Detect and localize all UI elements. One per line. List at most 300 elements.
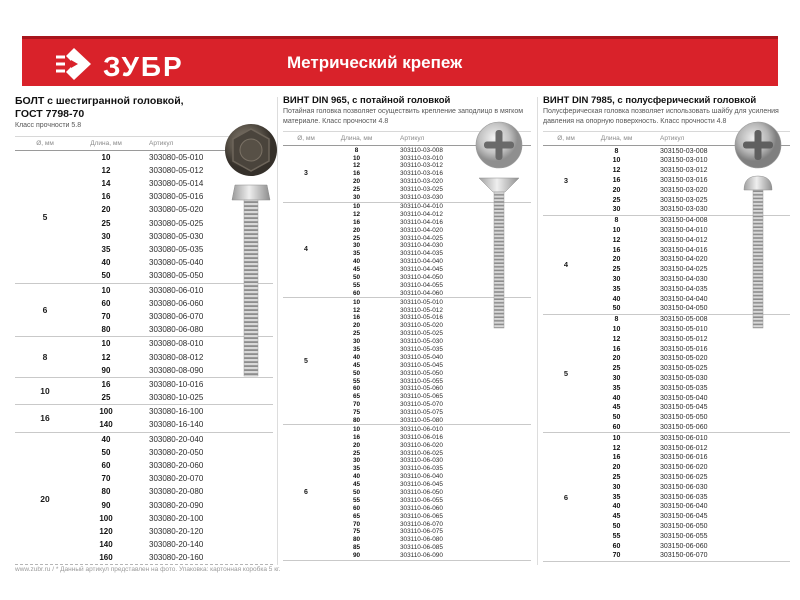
table-row	[75, 391, 273, 404]
article-cell: 303110-06-065	[400, 512, 443, 520]
header-banner	[22, 36, 778, 86]
table-description: Полусферическая головка позволяет использовать шайбу для усиления давления на опорную поверхность. Класс прочности 4.8	[543, 108, 779, 125]
table-screw-din7985	[543, 95, 790, 565]
length-cell: 16	[101, 192, 111, 202]
article-cell: 303110-06-020	[400, 441, 443, 449]
article-cell: 303150-05-012	[660, 335, 708, 343]
article-cell: 303110-04-030	[400, 242, 443, 250]
article-cell: 303110-06-090	[400, 552, 443, 560]
article-cell: 303150-05-050	[660, 414, 708, 422]
length-cell: 80	[101, 487, 111, 497]
length-cell: 8	[614, 316, 619, 324]
article-cell: 303110-03-012	[400, 162, 443, 170]
table-row	[589, 354, 790, 364]
article-cell: 303110-05-080	[400, 416, 443, 424]
article-cell: 303080-16-100	[149, 407, 204, 417]
length-cell: 85	[352, 544, 361, 552]
diameter-cell: 4	[563, 260, 569, 270]
length-cell: 20	[101, 205, 111, 215]
table-row	[329, 441, 531, 449]
article-cell: 303110-06-035	[400, 465, 443, 473]
article-cell: 303080-20-080	[149, 487, 204, 497]
article-cell: 303150-05-020	[660, 355, 708, 363]
article-cell: 303150-04-030	[660, 276, 708, 284]
article-cell: 303110-05-016	[400, 314, 443, 322]
article-cell: 303110-04-050	[400, 273, 443, 281]
table-row	[329, 361, 531, 369]
table-row	[329, 520, 531, 528]
table-row	[75, 485, 273, 498]
table-row	[329, 544, 531, 552]
table-row	[589, 393, 790, 403]
length-cell: 8	[614, 147, 619, 155]
article-cell: 303110-06-045	[400, 481, 443, 489]
table-row	[75, 472, 273, 485]
diameter-cell: 4	[304, 246, 308, 254]
length-cell: 75	[352, 528, 361, 536]
table-row	[589, 403, 790, 413]
diameter-group	[15, 404, 273, 431]
article-cell: 303150-06-010	[660, 434, 708, 442]
length-cell: 16	[352, 170, 361, 178]
length-cell: 45	[352, 481, 361, 489]
length-cell: 80	[352, 536, 361, 544]
article-cell: 303150-03-010	[660, 157, 708, 165]
length-cell: 25	[352, 186, 361, 194]
article-cell: 303110-05-075	[400, 409, 443, 417]
length-cell: 14	[101, 179, 111, 189]
table-row	[329, 457, 531, 465]
table-row	[589, 512, 790, 522]
article-cell: 303080-05-016	[149, 192, 204, 202]
diameter-group	[283, 424, 531, 559]
col-header-diameter: Ø, мм	[297, 135, 315, 143]
article-cell: 303080-06-010	[149, 285, 204, 295]
length-cell: 45	[612, 513, 621, 521]
length-cell: 50	[612, 522, 621, 530]
article-cell: 303150-05-016	[660, 345, 708, 353]
article-cell: 303110-05-055	[400, 377, 443, 385]
length-cell: 10	[101, 152, 111, 162]
table-row	[329, 338, 531, 346]
article-cell: 303080-08-012	[149, 352, 204, 362]
article-cell: 303080-05-010	[149, 152, 204, 162]
article-cell: 303110-05-060	[400, 385, 443, 393]
length-cell: 50	[352, 273, 361, 281]
length-cell: 35	[612, 384, 621, 392]
length-cell: 50	[101, 271, 111, 281]
article-cell: 303110-03-008	[400, 146, 443, 154]
table-row	[75, 538, 273, 551]
article-cell: 303150-04-025	[660, 266, 708, 274]
length-cell: 55	[352, 377, 361, 385]
length-cell: 80	[101, 325, 111, 335]
length-cell: 50	[612, 305, 621, 313]
article-cell: 303080-20-060	[149, 461, 204, 471]
length-cell: 100	[99, 407, 113, 417]
length-cell: 70	[612, 552, 621, 560]
length-cell: 50	[352, 489, 361, 496]
length-cell: 30	[352, 457, 361, 465]
table-row	[329, 409, 531, 417]
article-cell: 303150-03-030	[660, 206, 708, 214]
length-cell: 60	[352, 289, 361, 297]
length-cell: 20	[352, 178, 361, 186]
length-cell: 16	[101, 379, 111, 389]
article-cell: 303110-03-016	[400, 170, 443, 178]
table-title-line: ГОСТ 7798-70	[15, 107, 85, 120]
article-cell: 303150-05-030	[660, 374, 708, 382]
article-cell: 303150-05-010	[660, 326, 708, 333]
length-cell: 50	[352, 369, 361, 377]
table-row	[329, 346, 531, 354]
article-cell: 303150-06-060	[660, 542, 708, 550]
length-cell: 60	[101, 298, 111, 308]
length-cell: 20	[612, 464, 621, 472]
article-cell: 303150-06-016	[660, 454, 708, 462]
table-title-line: БОЛТ с шестигранной головкой,	[15, 95, 184, 107]
article-cell: 303110-04-012	[400, 210, 443, 218]
article-cell: 303110-04-025	[400, 234, 443, 242]
article-cell: 303080-05-014	[149, 179, 204, 189]
article-cell: 303150-04-035	[660, 285, 708, 293]
article-cell: 303110-06-070	[400, 520, 443, 528]
article-cell: 303080-06-070	[149, 311, 204, 321]
article-cell: 303110-06-060	[400, 504, 443, 512]
table-row	[329, 425, 531, 433]
article-cell: 303110-04-020	[400, 226, 443, 234]
length-cell: 16	[352, 433, 361, 441]
table-row	[75, 446, 273, 459]
table-row	[329, 433, 531, 441]
article-cell: 303150-04-050	[660, 305, 708, 313]
length-cell: 65	[352, 393, 361, 401]
length-cell: 12	[612, 444, 621, 452]
table-title	[15, 95, 273, 120]
article-cell: 303110-05-010	[400, 298, 443, 306]
article-cell: 303150-03-020	[660, 186, 708, 194]
table-row	[75, 405, 273, 418]
length-cell: 90	[101, 365, 111, 375]
length-cell: 12	[352, 210, 361, 218]
length-cell: 55	[612, 532, 621, 540]
article-cell: 303080-20-140	[149, 540, 204, 550]
article-cell: 303110-05-025	[400, 330, 443, 338]
article-cell: 303080-10-025	[149, 393, 204, 403]
article-cell: 303110-06-075	[400, 528, 443, 536]
hex-bolt-photo	[223, 123, 281, 385]
length-cell: 40	[352, 473, 361, 481]
length-cell: 10	[612, 434, 621, 442]
length-cell: 70	[101, 474, 111, 484]
article-cell: 303150-04-008	[660, 217, 708, 225]
table-title-line: ВИНТ DIN 7985, с полусферический головкой	[543, 95, 757, 106]
article-cell: 303150-03-008	[660, 147, 708, 155]
length-cell: 40	[352, 258, 361, 266]
length-cell: 90	[352, 552, 361, 560]
zubr-arrow-logo-icon	[54, 45, 94, 88]
length-cell: 40	[612, 503, 621, 511]
length-cell: 10	[101, 339, 111, 349]
article-cell: 303110-06-085	[400, 544, 443, 552]
length-cell: 12	[612, 335, 621, 343]
length-cell: 25	[612, 365, 621, 373]
table-row	[589, 492, 790, 502]
length-cell: 60	[352, 504, 361, 512]
article-cell: 303110-06-080	[400, 536, 443, 544]
diameter-cell: 5	[563, 369, 569, 379]
article-cell: 303150-06-070	[660, 552, 708, 560]
length-cell: 20	[612, 186, 621, 194]
article-cell: 303110-05-050	[400, 369, 443, 377]
article-cell: 303110-03-020	[400, 178, 443, 186]
article-cell: 303080-05-040	[149, 258, 204, 268]
length-cell: 20	[352, 226, 361, 234]
article-cell: 303110-04-035	[400, 250, 443, 258]
article-cell: 303110-04-016	[400, 218, 443, 226]
diameter-cell: 10	[40, 386, 50, 396]
article-cell: 303080-05-050	[149, 271, 204, 281]
table-title-line: ВИНТ DIN 965, с потайной головкой	[283, 95, 451, 106]
article-cell: 303080-20-040	[149, 434, 204, 444]
length-cell: 45	[612, 404, 621, 412]
table-row	[75, 499, 273, 512]
length-cell: 16	[612, 454, 621, 462]
article-cell: 303150-06-012	[660, 444, 708, 452]
diameter-group	[543, 432, 790, 560]
page-title: Метрический крепеж	[287, 53, 463, 72]
length-cell: 25	[101, 218, 111, 228]
length-cell: 80	[352, 416, 361, 424]
article-cell: 303110-05-030	[400, 338, 443, 346]
length-cell: 35	[612, 285, 621, 293]
length-cell: 8	[614, 217, 619, 225]
article-cell: 303150-05-025	[660, 365, 708, 373]
article-cell: 303080-20-100	[149, 513, 204, 523]
table-row	[589, 502, 790, 512]
table-row	[75, 525, 273, 538]
length-cell: 40	[101, 434, 111, 444]
article-cell: 303150-06-025	[660, 473, 708, 481]
article-cell: 303110-03-025	[400, 186, 443, 194]
diameter-cell: 16	[40, 413, 50, 424]
article-cell: 303110-06-025	[400, 449, 443, 457]
length-cell: 55	[352, 281, 361, 289]
table-row	[589, 433, 790, 443]
length-cell: 90	[101, 500, 111, 510]
table-row	[589, 541, 790, 551]
article-cell: 303150-04-010	[660, 227, 708, 235]
table-row	[75, 418, 273, 431]
length-cell: 70	[352, 520, 361, 528]
article-cell: 303110-05-035	[400, 345, 443, 353]
article-cell: 303110-05-070	[400, 401, 443, 409]
col-header-diameter: Ø, мм	[557, 135, 575, 143]
article-cell: 303150-04-012	[660, 236, 708, 244]
article-cell: 303080-05-012	[149, 165, 204, 175]
length-cell: 25	[612, 473, 621, 481]
article-cell: 303110-06-030	[400, 457, 443, 465]
article-cell: 303110-04-055	[400, 281, 443, 289]
table-description: Потайная головка позволяет осуществить крепление заподлицо в мягком материале. Класс прочности 4.8	[283, 108, 524, 125]
article-cell: 303150-04-016	[660, 246, 708, 254]
table-row	[329, 417, 531, 425]
diameter-cell: 5	[304, 357, 308, 365]
table-row	[329, 393, 531, 401]
length-cell: 60	[101, 461, 111, 471]
table-row	[329, 449, 531, 457]
countersunk-screw-photo	[473, 120, 525, 337]
article-cell: 303110-04-045	[400, 266, 443, 274]
article-cell: 303110-05-045	[400, 361, 443, 369]
article-cell: 303080-06-060	[149, 298, 204, 308]
length-cell: 16	[612, 345, 621, 353]
table-row	[329, 385, 531, 393]
length-cell: 35	[612, 493, 621, 501]
length-cell: 30	[612, 206, 621, 214]
length-cell: 12	[352, 162, 361, 170]
article-cell: 303110-03-030	[400, 194, 443, 202]
table-row	[589, 482, 790, 492]
article-cell: 303110-06-016	[400, 433, 443, 441]
table-row	[329, 369, 531, 377]
length-cell: 12	[352, 306, 361, 314]
table-row	[589, 423, 790, 433]
article-cell: 303150-06-020	[660, 464, 708, 472]
table-row	[589, 443, 790, 453]
article-cell: 303150-05-060	[660, 423, 708, 431]
table-row	[589, 383, 790, 393]
col-header-article: Артикул	[149, 139, 174, 147]
table-description: Класс прочности 5.8	[15, 122, 82, 130]
length-cell: 25	[612, 266, 621, 274]
brand-name: ЗУБР	[103, 50, 184, 82]
table-row	[589, 374, 790, 384]
length-cell: 20	[352, 322, 361, 330]
length-cell: 40	[352, 353, 361, 361]
article-cell: 303150-03-016	[660, 177, 708, 185]
length-cell: 60	[352, 385, 361, 393]
table-row	[589, 413, 790, 423]
length-cell: 30	[352, 242, 361, 250]
col-header-length: Длина, мм	[600, 135, 633, 143]
length-cell: 35	[101, 245, 111, 255]
length-cell: 45	[352, 266, 361, 274]
table-row	[329, 473, 531, 481]
length-cell: 30	[612, 276, 621, 284]
diameter-cell: 8	[42, 352, 48, 363]
length-cell: 20	[612, 256, 621, 264]
length-cell: 40	[612, 394, 621, 402]
article-cell: 303150-06-040	[660, 503, 708, 511]
table-row	[329, 504, 531, 512]
article-cell: 303080-20-120	[149, 526, 204, 536]
length-cell: 12	[101, 352, 111, 362]
table-row	[75, 433, 273, 446]
length-cell: 20	[612, 355, 621, 363]
col-header-article: Артикул	[400, 135, 425, 143]
table-row	[75, 551, 273, 564]
length-cell: 35	[352, 345, 361, 353]
length-cell: 65	[352, 512, 361, 520]
article-cell: 303110-05-040	[400, 353, 443, 361]
col-header-diameter: Ø, мм	[36, 139, 54, 147]
table-row	[329, 552, 531, 560]
zubr-logo	[54, 45, 184, 88]
diameter-cell: 6	[42, 304, 48, 315]
col-header-length: Длина, мм	[90, 139, 122, 147]
footer-note: www.zubr.ru / * Данный артикул представлен на фото. Упаковка: картонная коробка 5 кг.	[15, 566, 281, 573]
length-cell: 160	[99, 553, 113, 563]
article-cell: 303110-06-050	[400, 489, 443, 496]
table-row	[589, 473, 790, 483]
length-cell: 30	[612, 483, 621, 491]
article-cell: 303110-04-040	[400, 258, 443, 266]
length-cell: 40	[612, 295, 621, 303]
article-cell: 303080-05-035	[149, 245, 204, 255]
article-cell: 303110-06-010	[400, 425, 443, 433]
table-row	[589, 463, 790, 473]
article-cell: 303150-06-035	[660, 493, 708, 501]
article-cell: 303110-03-010	[400, 154, 443, 162]
article-cell: 303150-03-025	[660, 196, 708, 204]
table-row	[329, 489, 531, 497]
table-bolt-hex-head	[15, 95, 273, 565]
length-cell: 10	[352, 425, 361, 433]
length-cell: 55	[352, 496, 361, 504]
table-row	[589, 551, 790, 561]
article-cell: 303150-05-040	[660, 394, 708, 402]
col-header-length: Длина, мм	[340, 135, 373, 143]
length-cell: 12	[612, 236, 621, 244]
length-cell: 60	[612, 542, 621, 550]
length-cell: 12	[612, 167, 621, 175]
article-cell: 303080-16-140	[149, 420, 204, 430]
length-cell: 30	[101, 231, 111, 241]
length-cell: 35	[352, 465, 361, 473]
article-cell: 303080-20-160	[149, 553, 204, 563]
table-row	[329, 536, 531, 544]
length-cell: 30	[612, 374, 621, 382]
length-cell: 25	[352, 234, 361, 242]
article-cell: 303110-05-065	[400, 393, 443, 401]
table-row	[589, 522, 790, 532]
article-cell: 303080-06-080	[149, 325, 204, 335]
table-screw-din965	[283, 95, 531, 565]
diameter-cell: 3	[304, 170, 308, 178]
article-cell: 303110-04-010	[400, 202, 443, 210]
article-cell: 303080-05-020	[149, 205, 204, 215]
article-cell: 303080-08-090	[149, 365, 204, 375]
length-cell: 140	[99, 420, 113, 430]
length-cell: 60	[612, 423, 621, 431]
diameter-cell: 6	[304, 489, 308, 496]
length-cell: 75	[352, 409, 361, 417]
table-row	[329, 496, 531, 504]
length-cell: 120	[99, 526, 113, 536]
length-cell: 16	[612, 177, 621, 185]
article-cell: 303110-05-020	[400, 322, 443, 330]
length-cell: 10	[101, 285, 111, 295]
length-cell: 25	[101, 393, 111, 403]
diameter-cell: 6	[563, 492, 569, 502]
article-cell: 303150-04-040	[660, 295, 708, 303]
table-title	[543, 95, 790, 106]
table-row	[329, 512, 531, 520]
article-cell: 303150-06-030	[660, 483, 708, 491]
length-cell: 25	[352, 449, 361, 457]
diameter-cell: 20	[40, 493, 50, 504]
